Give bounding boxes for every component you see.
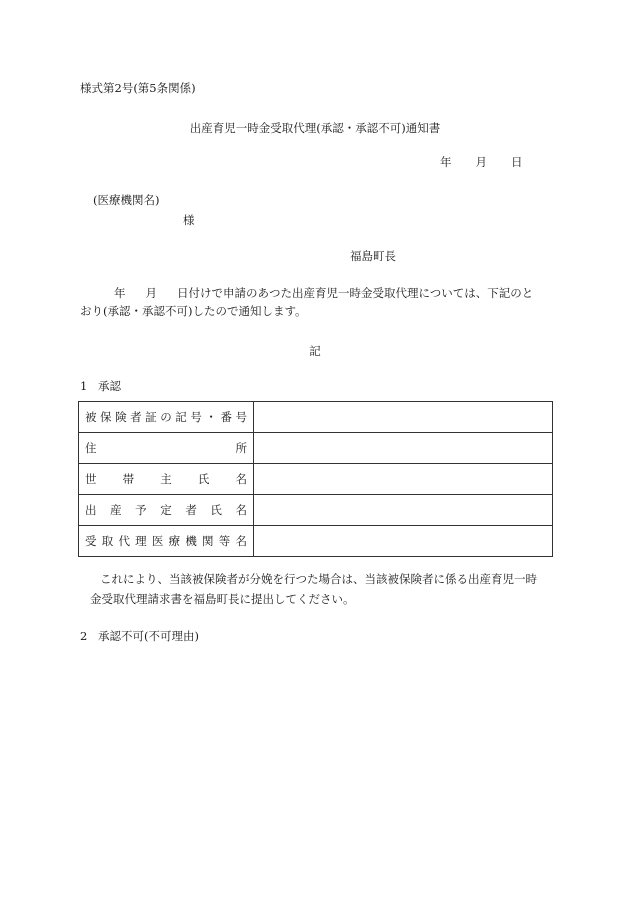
- ki-heading: 記: [309, 344, 321, 358]
- row-label-medical-institution: 受取代理医療機関等名: [79, 526, 254, 557]
- row-label-address: 住所: [79, 433, 254, 464]
- document-title: 出産育児一時金受取代理(承認・承認不可)通知書: [189, 121, 441, 135]
- row-value-medical-institution[interactable]: [254, 526, 553, 557]
- table-row: [79, 433, 553, 464]
- section2-heading: [80, 628, 199, 644]
- section1-number: 1: [80, 379, 88, 393]
- date-year: 年: [440, 155, 452, 169]
- row-value-address[interactable]: [254, 433, 553, 464]
- body-line1-rest: 日付けで申請のあつた出産育児一時金受取代理については、下記のと: [177, 286, 534, 300]
- row-value-insurance-number[interactable]: [254, 402, 553, 433]
- body-year: 年: [114, 286, 126, 300]
- table-row: [79, 526, 553, 557]
- sender-name: 福島町長: [350, 249, 396, 263]
- recipient-honorific: 様: [183, 213, 195, 227]
- section2-title: 承認不可(不可理由): [98, 629, 199, 643]
- date-day: 日: [511, 155, 523, 169]
- body-month: 月: [145, 286, 157, 300]
- date-month: 月: [475, 155, 487, 169]
- row-label-household-head: 世帯主氏名: [79, 464, 254, 495]
- row-value-expectant-mother[interactable]: [254, 495, 553, 526]
- note-text-line1: これにより、当該被保険者が分娩を行つた場合は、当該被保険者に係る出産育児一時: [100, 572, 537, 586]
- section1-title: 承認: [98, 379, 121, 393]
- date-line: [440, 154, 523, 170]
- row-label-insurance-number: 被保険者証の記号・番号: [79, 402, 254, 433]
- body-text-line1: [114, 285, 533, 301]
- table-row: [79, 495, 553, 526]
- section2-number: 2: [80, 629, 88, 643]
- row-value-household-head[interactable]: [254, 464, 553, 495]
- table-row: [79, 402, 553, 433]
- form-number-label: 様式第2号(第5条関係): [80, 81, 196, 95]
- row-label-expectant-mother: 出産予定者氏名: [79, 495, 254, 526]
- note-text-line2: 金受取代理請求書を福島町長に提出してください。: [90, 592, 355, 606]
- recipient-label: (医療機関名): [93, 193, 160, 207]
- section1-heading: [80, 378, 121, 394]
- table-row: [79, 464, 553, 495]
- body-text-line2: おり(承認・承認不可)したので通知します。: [80, 304, 307, 318]
- approval-table: [78, 401, 553, 557]
